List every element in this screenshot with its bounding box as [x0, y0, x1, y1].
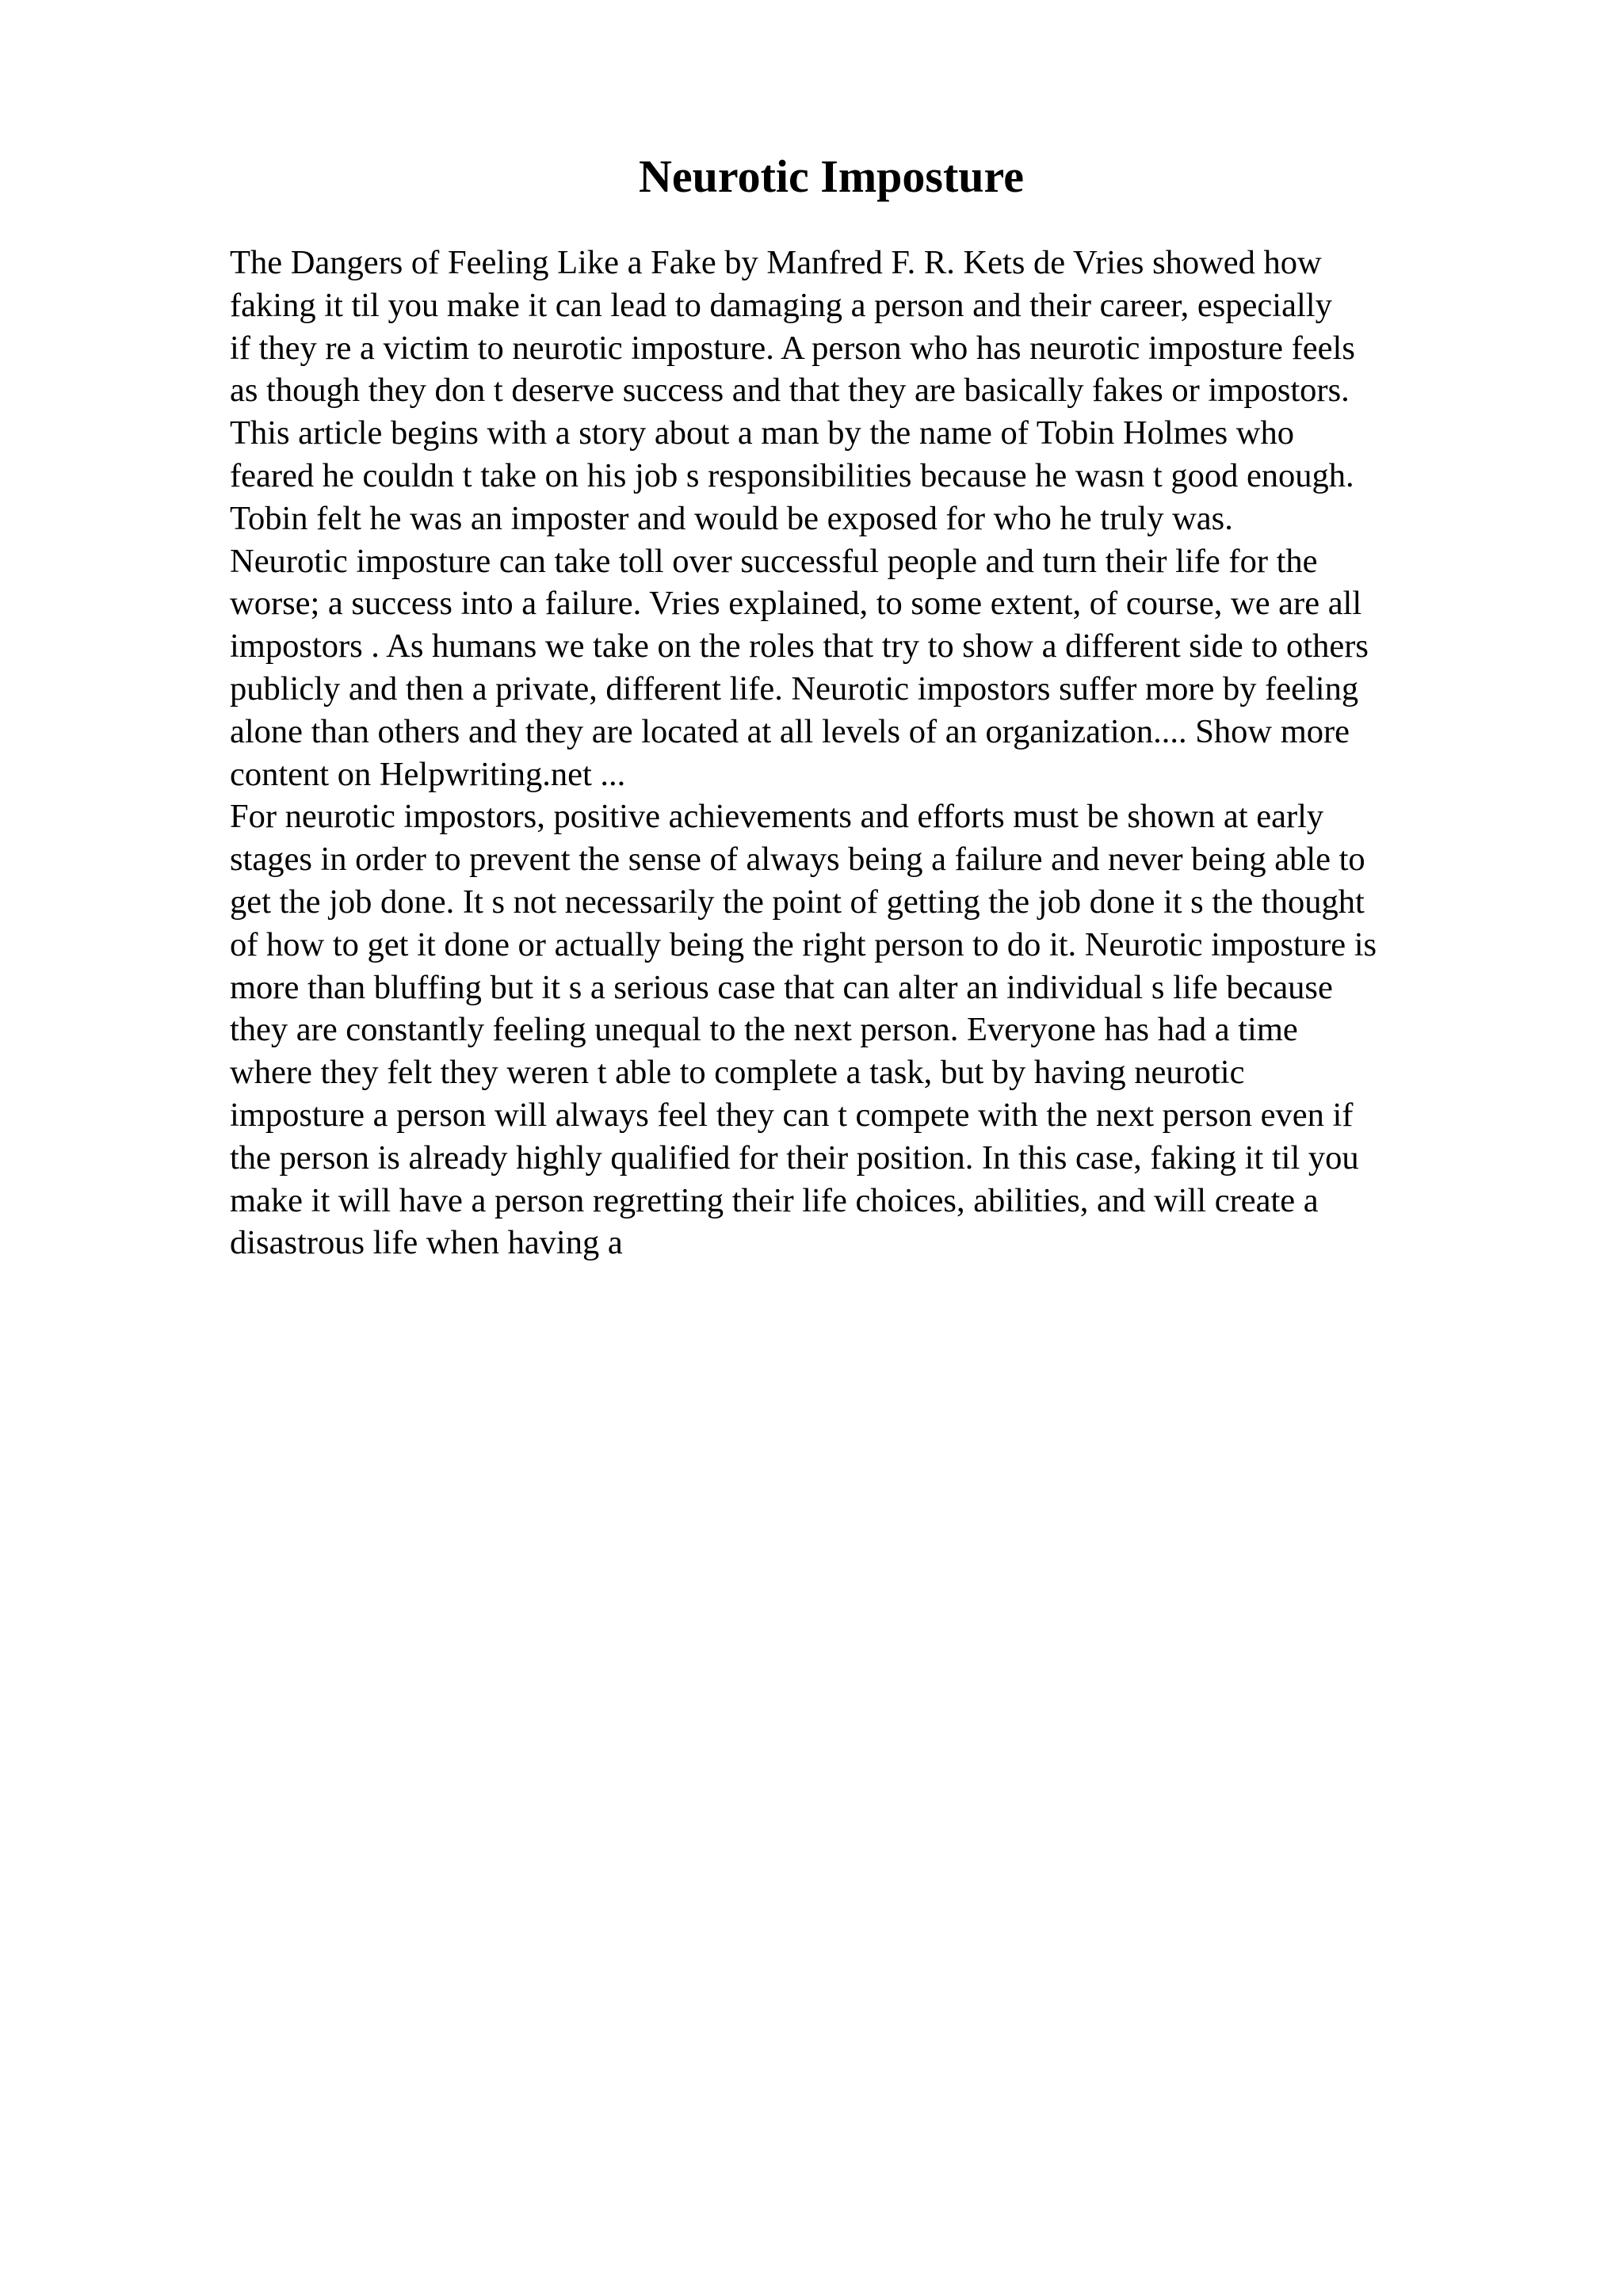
- body-line: alone than others and they are located at all levels of an organization.... Show more: [230, 712, 1350, 750]
- body-line: more than bluffing but it s a serious case that can alter an individual s life because: [230, 968, 1333, 1006]
- body-line: as though they don t deserve success and that they are basically fakes or impostors.: [230, 372, 1350, 410]
- body-line: make it will have a person regretting their life choices, abilities, and will create a: [230, 1181, 1319, 1219]
- body-line: the person is already highly qualified for their position. In this case, faking it til you: [230, 1138, 1359, 1177]
- body-line: content on Helpwriting.net ...: [230, 755, 626, 793]
- body-line: disastrous life when having a: [230, 1224, 623, 1262]
- body-line: Neurotic imposture can take toll over successful people and turn their life for the: [230, 542, 1318, 580]
- body-line: Tobin felt he was an imposter and would be exposed for who he truly was.: [230, 499, 1233, 537]
- body-line: For neurotic impostors, positive achievements and efforts must be shown at early: [230, 798, 1324, 836]
- body-line: where they felt they weren t able to complete a task, but by having neurotic: [230, 1054, 1245, 1092]
- body-line: faking it til you make it can lead to damaging a person and their career, especially: [230, 286, 1332, 324]
- body-line: impostors . As humans we take on the roles that try to show a different side to others: [230, 627, 1369, 666]
- body-line: they are constantly feeling unequal to the next person. Everyone has had a time: [230, 1011, 1298, 1049]
- body-line: feared he couldn t take on his job s responsibilities because he wasn t good enough.: [230, 456, 1354, 494]
- body-line: stages in order to prevent the sense of always being a failure and never being able to: [230, 841, 1365, 879]
- body-line: get the job done. It s not necessarily the point of getting the job done it s the thought: [230, 883, 1365, 921]
- body-line: This article begins with a story about a man by the name of Tobin Holmes who: [230, 414, 1294, 452]
- body-line: of how to get it done or actually being the right person to do it. Neurotic imposture is: [230, 925, 1377, 963]
- document-body: [230, 242, 1514, 1264]
- body-line: publicly and then a private, different life. Neurotic impostors suffer more by feeling: [230, 669, 1359, 707]
- body-line: if they re a victim to neurotic imposture. A person who has neurotic imposture feels: [230, 329, 1355, 367]
- body-line: The Dangers of Feeling Like a Fake by Manfred F. R. Kets de Vries showed how: [230, 244, 1322, 281]
- document-title: Neurotic Imposture: [639, 151, 1024, 202]
- body-line: worse; a success into a failure. Vries explained, to some extent, of course, we are all: [230, 585, 1362, 623]
- body-line: imposture a person will always feel they can t compete with the next person even if: [230, 1096, 1354, 1134]
